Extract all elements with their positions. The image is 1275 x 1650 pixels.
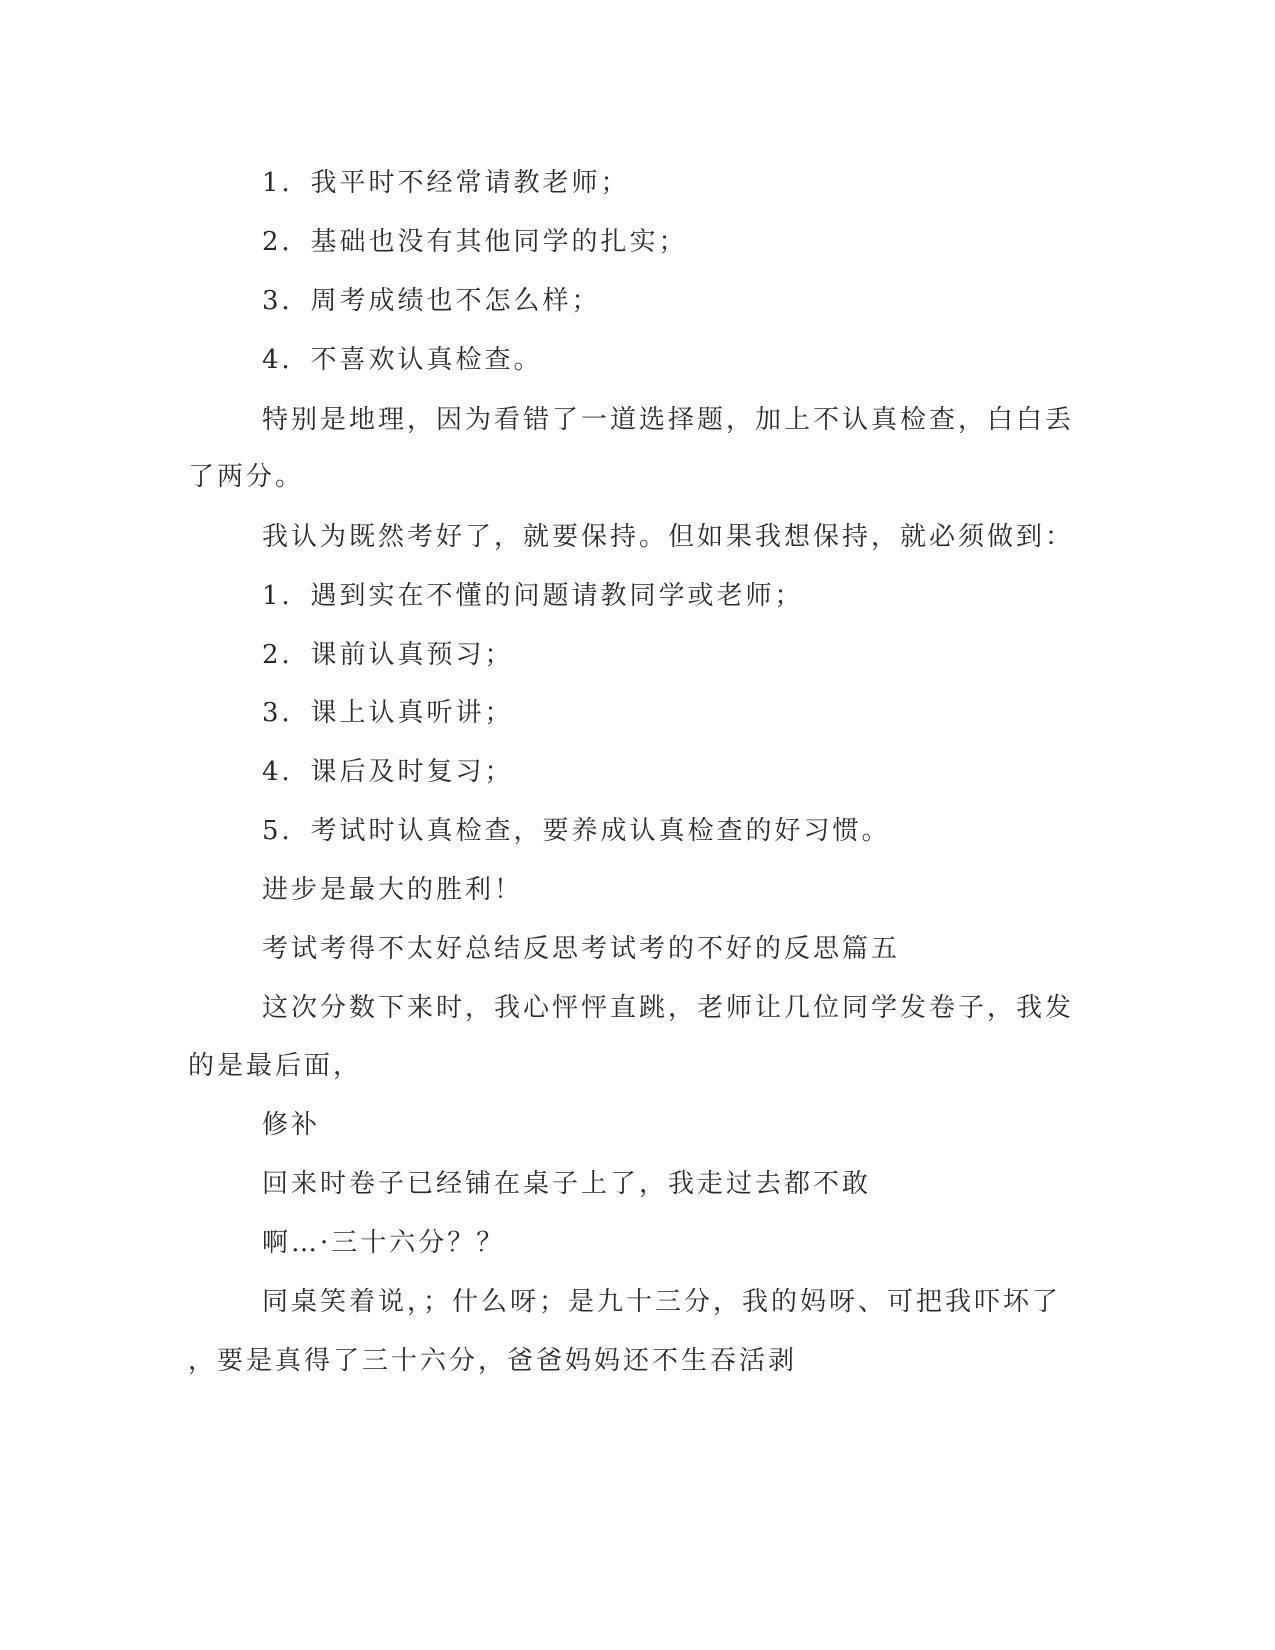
list-item-1: 1．我平时不经常请教老师；	[262, 168, 630, 198]
section-heading: 考试考得不太好总结反思考试考的不好的反思篇五	[262, 934, 901, 964]
list-item-4: 4．课后及时复习；	[262, 757, 514, 787]
paragraph-line: 特别是地理，因为看错了一道选择题，加上不认真检查，白白丢	[262, 405, 1075, 435]
paragraph-line: 这次分数下来时，我心怦怦直跳，老师让几位同学发卷子，我发	[262, 993, 1075, 1023]
list-item-1: 1．遇到实在不懂的问题请教同学或老师；	[262, 581, 804, 611]
list-item-2: 2．课前认真预习；	[262, 640, 514, 670]
paragraph-line: 的是最后面，	[188, 1051, 363, 1081]
paragraph-line: 进步是最大的胜利！	[262, 875, 524, 905]
list-item-5: 5．考试时认真检查，要养成认真检查的好习惯。	[262, 816, 891, 846]
list-item-3: 3．课上认真听讲；	[262, 698, 514, 728]
list-item-4: 4．不喜欢认真检查。	[262, 345, 543, 375]
paragraph-line: 修补	[262, 1110, 321, 1140]
paragraph-line: 啊…·三十六分？？	[262, 1228, 506, 1258]
list-item-2: 2．基础也没有其他同学的扎实；	[262, 227, 688, 257]
paragraph-line: 了两分。	[188, 462, 305, 492]
paragraph-line: 同桌笑着说，；什么呀；是九十三分，我的妈呀、可把我吓坏了	[262, 1287, 1062, 1317]
paragraph-line: 回来时卷子已经铺在桌子上了，我走过去都不敢	[262, 1169, 872, 1199]
paragraph-line: ，要是真得了三十六分，爸爸妈妈还不生吞活剥	[188, 1346, 798, 1376]
paragraph-line: 我认为既然考好了，就要保持。但如果我想保持，就必须做到：	[262, 522, 1075, 552]
list-item-3: 3．周考成绩也不怎么样；	[262, 286, 601, 316]
